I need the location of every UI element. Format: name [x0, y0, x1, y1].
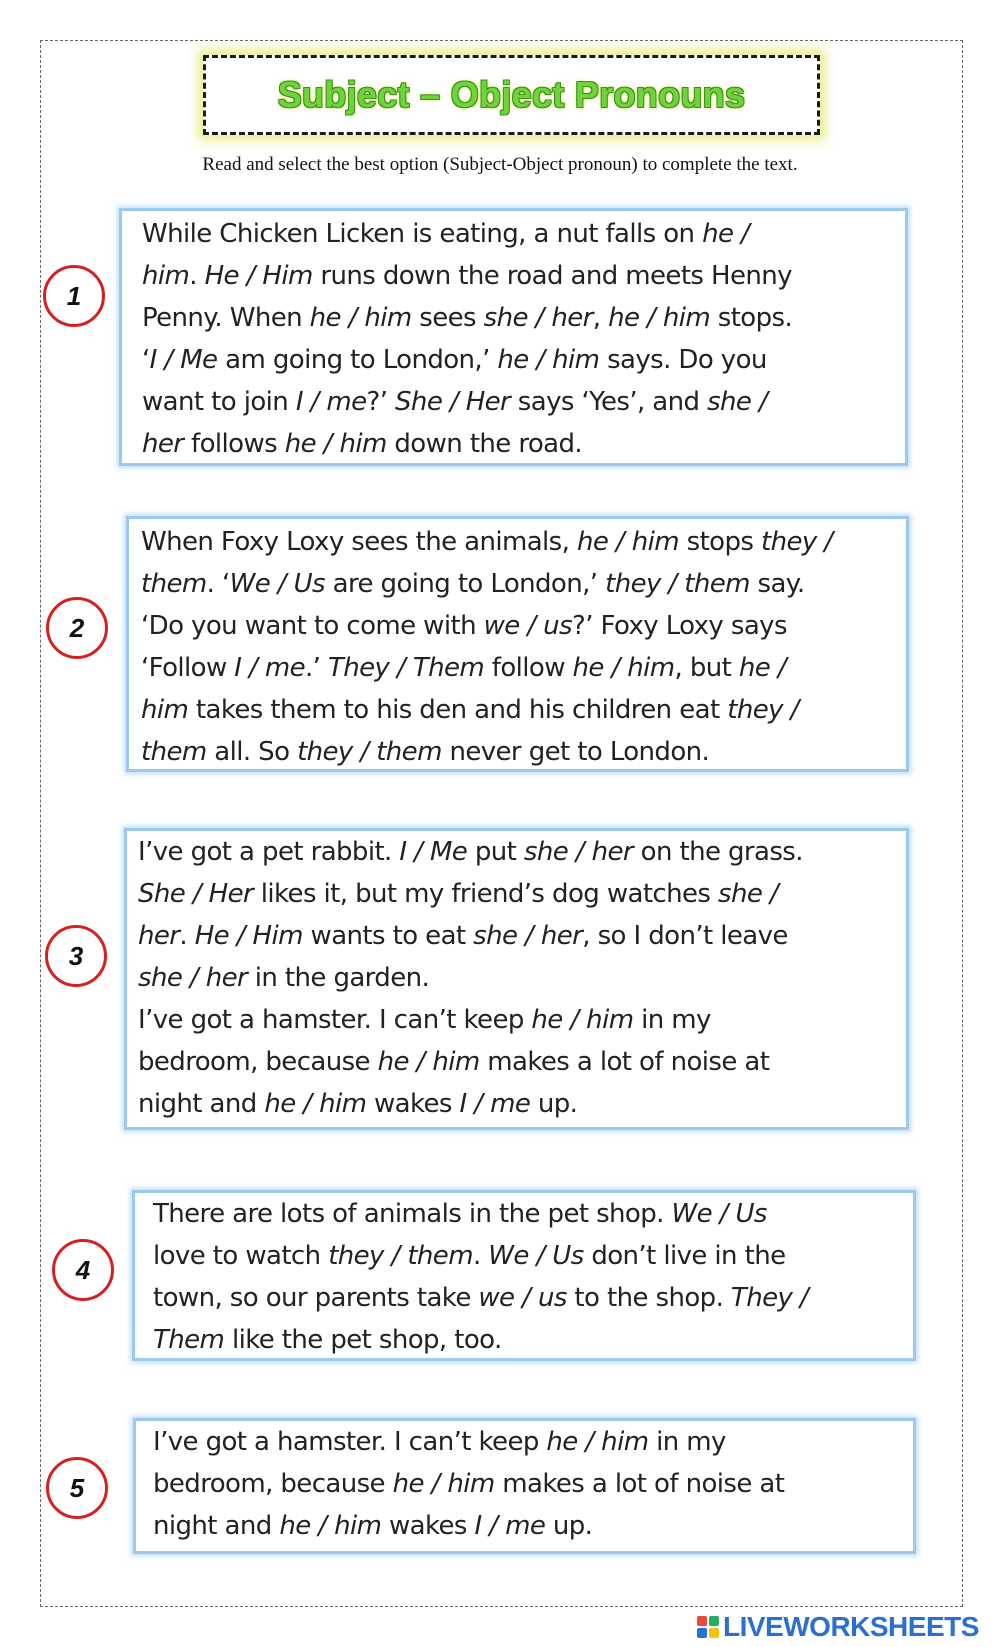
pronoun-option[interactable]: he / him — [392, 1469, 495, 1499]
pronoun-option[interactable]: him — [141, 695, 189, 725]
exercise-text-box — [126, 516, 909, 772]
exercise-text-box — [133, 1418, 916, 1554]
exercise-text: There are lots of animals in the pet shop. We / Us love to watch they / them. We / Us don’t live in the town, so our parents take we / us to the shop. They / Them like the pet shop, too. — [153, 1199, 809, 1355]
pronoun-option[interactable]: they / them — [328, 1241, 473, 1271]
pronoun-option[interactable]: he / him — [608, 303, 711, 333]
pronoun-option[interactable]: he / him — [531, 1005, 634, 1035]
pronoun-option[interactable]: her — [138, 921, 180, 951]
exercise-text: I’ve got a pet rabbit. I / Me put she / her on the grass. She / Her likes it, but my friend’s dog watches she / her. He / Him wants to eat she / her, so I don’t leave she / her in the garden. I’ve got a hamster. I can’t keep he / him in my bedroom, because he / him makes a lot of noise at night and he / him wakes I / me up. — [138, 837, 803, 1119]
pronoun-option[interactable]: She / Her — [395, 387, 511, 417]
pronoun-option[interactable]: she / her — [138, 963, 248, 993]
pronoun-option[interactable]: I / Me — [399, 837, 468, 867]
pronoun-option[interactable]: She / Her — [138, 879, 254, 909]
pronoun-option[interactable]: we / us — [483, 611, 572, 641]
pronoun-option[interactable]: he / him — [309, 303, 412, 333]
pronoun-option[interactable]: he / him — [497, 345, 600, 375]
logo-icon-square — [709, 1628, 719, 1638]
pronoun-option[interactable]: We / Us — [229, 569, 325, 599]
pronoun-option[interactable]: he / him — [284, 429, 387, 459]
pronoun-option[interactable]: he / — [702, 219, 750, 249]
pronoun-option[interactable]: them — [141, 569, 207, 599]
pronoun-option[interactable]: they / — [727, 695, 799, 725]
liveworksheets-logo-icon — [697, 1616, 719, 1638]
exercise-number-badge: 1 — [43, 265, 105, 327]
pronoun-option[interactable]: he / him — [576, 527, 679, 557]
pronoun-option[interactable]: they / them — [605, 569, 750, 599]
pronoun-option[interactable]: we / us — [478, 1283, 567, 1313]
pronoun-option[interactable]: He / Him — [194, 921, 303, 951]
liveworksheets-logo-text: LIVEWORKSHEETS — [723, 1611, 979, 1642]
logo-icon-square — [697, 1628, 707, 1638]
pronoun-option[interactable]: him — [142, 261, 190, 291]
pronoun-option[interactable]: them — [141, 737, 207, 767]
pronoun-option[interactable]: they / — [760, 527, 833, 557]
page-title: Subject – Object Pronouns — [277, 74, 746, 115]
pronoun-option[interactable]: her — [142, 429, 184, 459]
exercise-number-badge: 2 — [46, 597, 108, 659]
pronoun-option[interactable]: she / — [718, 879, 779, 909]
pronoun-option[interactable]: they / them — [297, 737, 442, 767]
pronoun-option[interactable]: he / him — [546, 1427, 649, 1457]
exercise-text-box — [124, 828, 909, 1130]
exercise-number-badge: 5 — [46, 1457, 108, 1519]
exercise-text-box — [132, 1190, 916, 1361]
logo-icon-square — [709, 1616, 719, 1626]
pronoun-option[interactable]: We / Us — [671, 1199, 767, 1229]
liveworksheets-logo — [697, 1611, 979, 1643]
pronoun-option[interactable]: she / — [707, 387, 768, 417]
pronoun-option[interactable]: They / — [730, 1283, 809, 1313]
instructions: Read and select the best option (Subject-Object pronoun) to complete the text. — [202, 154, 798, 175]
pronoun-option[interactable]: he / — [738, 653, 787, 683]
pronoun-option[interactable]: They / Them — [327, 653, 485, 683]
pronoun-option[interactable]: I / me — [295, 387, 367, 417]
pronoun-option[interactable]: he / him — [377, 1047, 480, 1077]
pronoun-option[interactable]: she / her — [473, 921, 583, 951]
pronoun-option[interactable]: He / Him — [204, 261, 313, 291]
pronoun-option[interactable]: she / her — [523, 837, 633, 867]
pronoun-option[interactable]: We / Us — [488, 1241, 584, 1271]
pronoun-option[interactable]: I / Me — [149, 345, 218, 375]
exercise-text: I’ve got a hamster. I can’t keep he / him in my bedroom, because he / him makes a lot of noise at night and he / him wakes I / me up. — [153, 1427, 785, 1541]
title-box — [203, 55, 820, 135]
pronoun-option[interactable]: he / him — [264, 1089, 367, 1119]
exercise-text-box — [119, 208, 908, 466]
pronoun-option[interactable]: I / me — [234, 653, 305, 683]
pronoun-option[interactable]: he / him — [279, 1511, 382, 1541]
logo-icon-square — [697, 1616, 707, 1626]
pronoun-option[interactable]: he / him — [572, 653, 675, 683]
pronoun-option[interactable]: she / her — [483, 303, 593, 333]
exercise-number-badge: 4 — [52, 1239, 114, 1301]
exercise-text: When Foxy Loxy sees the animals, he / him stops they / them. ‘We / Us are going to London,’ they / them say. ‘Do you want to come with we / us?’ Foxy Loxy says ‘Follow I / me.’ They / Them follow he / him, but he / him takes them to his den and his children eat they / them all. So they / them never get to London. — [141, 527, 833, 767]
pronoun-option[interactable]: Them — [153, 1325, 225, 1355]
exercise-number-badge: 3 — [45, 925, 107, 987]
pronoun-option[interactable]: I / me — [459, 1089, 531, 1119]
exercise-text: While Chicken Licken is eating, a nut falls on he / him. He / Him runs down the road and meets Henny Penny. When he / him sees she / her, he / him stops. ‘I / Me am going to London,’ he / him says. Do you want to join I / me?’ She / Her says ‘Yes’, and she / her follows he / him down the road. — [142, 219, 793, 459]
pronoun-option[interactable]: I / me — [474, 1511, 546, 1541]
